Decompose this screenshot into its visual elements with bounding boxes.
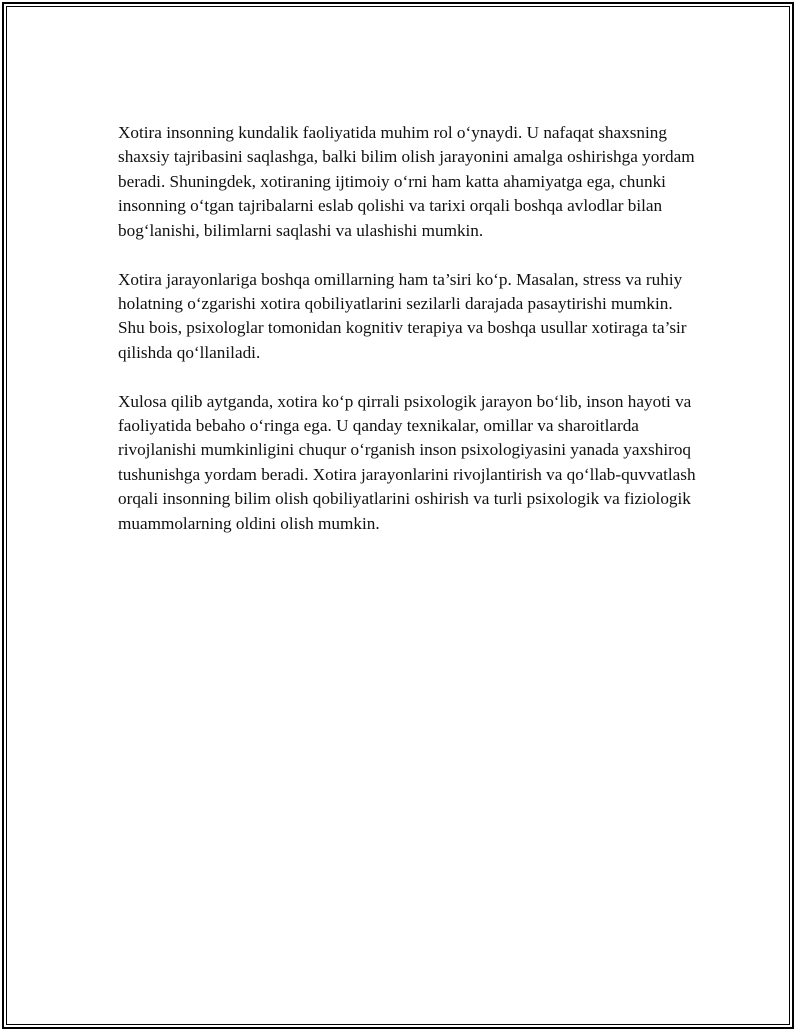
paragraph-1: Xotira insonning kundalik faoliyatida muhim rol o‘ynaydi. U nafaqat shaxsning shaxsiy tajribasini saqlashga, balki bilim olish jarayonini amalga oshirishga yordam beradi. Shuningdek, xotiraning ijtimoiy o‘rni ham katta ahamiyatga ega, chunki insonning o‘tgan tajribalarni eslab qolishi va tarixi orqali boshqa avlodlar bilan bog‘lanishi, bilimlarni saqlashi va ulashishi mumkin. bbox=[118, 123, 695, 240]
paragraph-3: Xulosa qilib aytganda, xotira ko‘p qirrali psixologik jarayon bo‘lib, inson hayoti va faoliyatida bebaho o‘ringa ega. U qanday texnikalar, omillar va sharoitlarda rivojlanishi mumkinligini chuqur o‘rganish inson psixologiyasini yanada yaxshiroq tushunishga yordam beradi. Xotira jarayonlarini rivojlantirish va qo‘llab-quvvatlash orqali insonning bilim olish qobiliyatlarini oshirish va turli psixologik va fiziologik muammolarning oldini olish mumkin. bbox=[118, 391, 696, 533]
document-page bbox=[2, 2, 794, 1029]
paragraph-2: Xotira jarayonlariga boshqa omillarning ham ta’siri ko‘p. Masalan, stress va ruhiy holatning o‘zgarishi xotira qobiliyatlarini sezilarli darajada pasaytirishi mumkin. Shu bois, psixologlar tomonidan kognitiv terapiya va boshqa usullar xotiraga ta’sir qilishda qo‘llaniladi. bbox=[118, 269, 687, 362]
document-body bbox=[118, 121, 698, 561]
